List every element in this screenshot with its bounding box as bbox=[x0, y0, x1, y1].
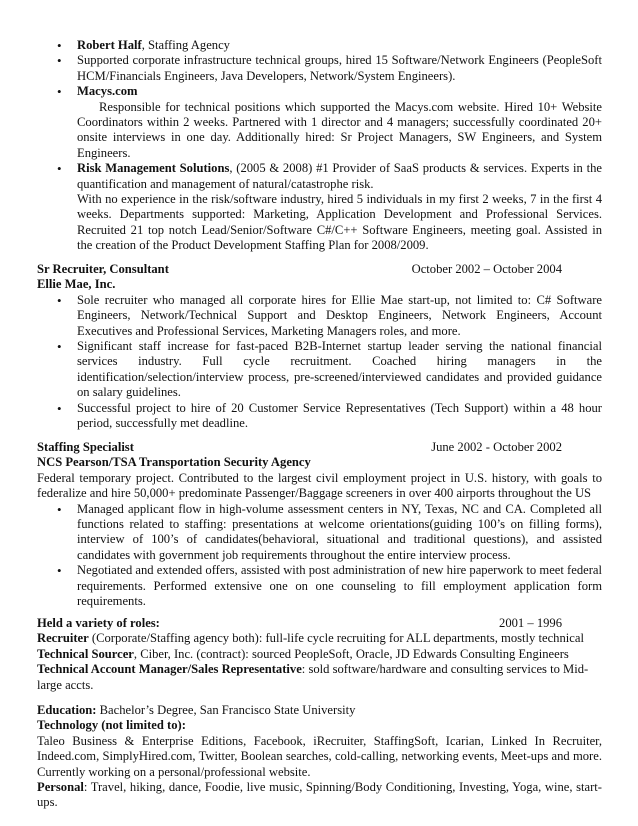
personal-line: Personal: Travel, hiking, dance, Foodie, live music, Spinning/Body Conditioning, Investing, Yoga, wine, start-ups. bbox=[37, 780, 602, 810]
job-header bbox=[37, 262, 602, 277]
list-item: • Sole recruiter who managed all corporate hires for Ellie Mae start-up, not limited to: C# Software Engineers, Network/Technical Support and Desktop Engineers, Network Engineers, Account Executives and Professional Services, Marketing Managers roles, and more. bbox=[37, 293, 602, 339]
company-name: Macys.com bbox=[77, 84, 138, 99]
list-item: • Negotiated and extended offers, assisted with post administration of new hire paperwork to meet federal requirements. Performed extensive one on one counseling to fill employment application form requirements. bbox=[37, 563, 602, 609]
roles-dates: 2001 – 1996 bbox=[499, 616, 562, 630]
education-section bbox=[37, 703, 602, 811]
job-intro: Federal temporary project. Contributed to the largest civil employment project in U.S. history, with goals to federalize and hire 50,000+ predominate Passenger/Baggage screeners in over 400 airports throughout the US bbox=[37, 470, 602, 501]
list-item bbox=[37, 84, 602, 161]
technology-text: Taleo Business & Enterprise Editions, Facebook, iRecruiter, StaffingSoft, Icarian, Linked In Recruiter, Indeed.com, SimplyHired.com, Twitter, Boolean searches, cold-calling, networking events, Meet-ups and more. Currently working on a personal/professional website. bbox=[37, 733, 602, 779]
role-item: Recruiter (Corporate/Staffing agency both): full-life cycle recruiting for ALL departments, mostly technical bbox=[37, 631, 584, 646]
job-title: Sr Recruiter, Consultant bbox=[37, 262, 169, 276]
company-name: Risk Management Solutions bbox=[77, 161, 230, 176]
list-item: • Robert Half, Staffing Agency bbox=[37, 38, 602, 53]
job-header bbox=[37, 440, 602, 455]
job-title: Staffing Specialist bbox=[37, 440, 134, 454]
list-item: • Managed applicant flow in high-volume assessment centers in NY, Texas, NC and CA. Completed all functions related to staffing: presentations at welcome orientations(guiding 100’s on filling forms), interview of 100’s of candidates(behavioral, situational and traditional questions), and assisted candidates with government job requirements throughout the entire interview process. bbox=[37, 502, 602, 564]
list-item: • Risk Management Solutions, (2005 & 2008) #1 Provider of SaaS products & services. Experts in the quantification and management of natural/catastrophe risk. With no experience in the risk/software industry, hired 5 individuals in my first 2 weeks, 7 in the first 4 weeks. Departments supported: Marketing, Application Development and Professional Services. Recruited 21 top notch Lead/Senior/Software C#/C++ Software Engineers, meeting goal. Assisted in the creation of the Product Development Staffing Plan for 2008/2009. bbox=[37, 161, 602, 253]
company-name: Ellie Mae, Inc. bbox=[37, 277, 116, 292]
ncs-pearson-section bbox=[37, 440, 602, 609]
ellie-mae-section bbox=[37, 262, 602, 431]
roles-header bbox=[37, 616, 602, 631]
company-name: NCS Pearson/TSA Transportation Security Agency bbox=[37, 455, 311, 470]
company-name: Robert Half bbox=[77, 38, 142, 52]
description: Responsible for technical positions which supported the Macys.com website. Hired 10+ Website Coordinators within 2 weeks. Partnered with 1 director and 4 managers; successfully coordinated 20+ onsite interviews in one day. Additionally hired: Sr Project Managers, SW Engineers, and System Engineers. bbox=[77, 99, 602, 160]
list-item: • Significant staff increase for fast-paced B2B-Internet startup leader serving the national financial services industry. Full cycle recruitment. Coached hiring managers in the identification/selection/interview process, pre-screened/interviewed candidates and provided guidance on salary guidelines. bbox=[37, 339, 602, 401]
technology-label: Technology (not limited to): bbox=[37, 718, 186, 733]
role-item: Technical Sourcer, Ciber, Inc. (contract): sourced PeopleSoft, Oracle, JD Edwards Consulting Engineers bbox=[37, 646, 569, 661]
role-item: Technical Account Manager/Sales Representative: sold software/hardware and consulting services to Mid-large accts. bbox=[37, 662, 589, 692]
job-dates: June 2002 - October 2002 bbox=[431, 440, 562, 454]
roles-section bbox=[37, 616, 602, 693]
job-dates: October 2002 – October 2004 bbox=[411, 262, 562, 276]
list-item: • Successful project to hire of 20 Customer Service Representatives (Tech Support) within a 48 hour period, successfully met deadline. bbox=[37, 401, 602, 432]
list-item: • Supported corporate infrastructure technical groups, hired 15 Software/Network Engineers (PeopleSoft HCM/Financials Engineers, Java Developers, Network/System Engineers). bbox=[37, 53, 602, 84]
education-line: Education: Bachelor’s Degree, San Francisco State University bbox=[37, 703, 356, 717]
description: With no experience in the risk/software industry, hired 5 individuals in my first 2 weeks, 7 in the first 4 weeks. Departments supported: Marketing, Application Development and Professional Services. Recruited 21 top notch Lead/Senior/Software C#/C++ Software Engineers, meeting goal. Assisted in the creation of the Product Development Staffing Plan for 2008/2009. bbox=[77, 192, 602, 253]
previous-experience-bullets bbox=[37, 38, 602, 254]
section-title: Held a variety of roles: bbox=[37, 616, 160, 630]
